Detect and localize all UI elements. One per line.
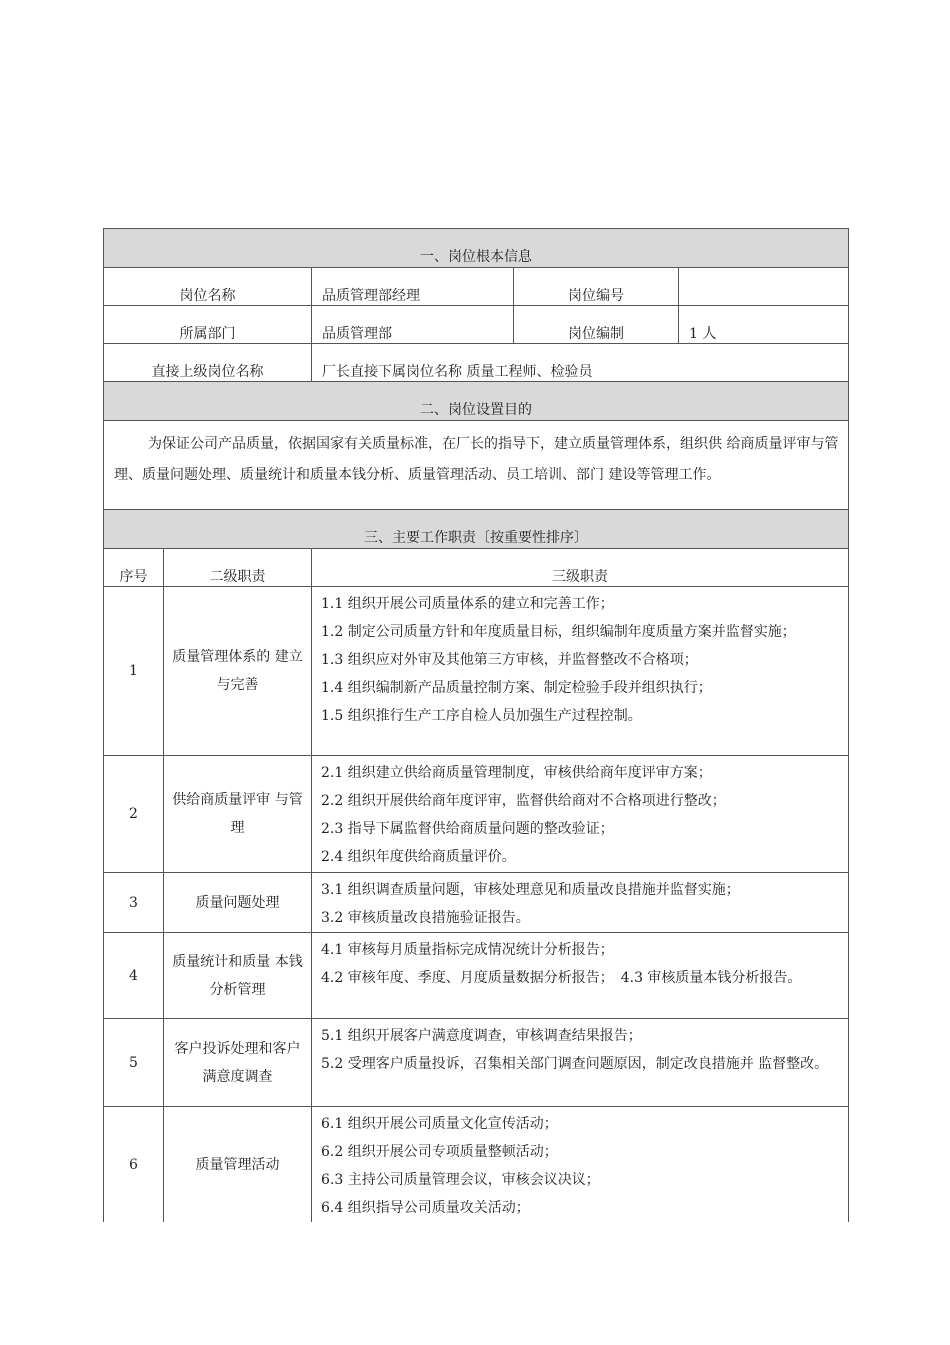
duty-name: 供给商质量评审 与管理 (164, 756, 312, 873)
duty-number: 3 (104, 873, 164, 933)
label-position-name: 岗位名称 (104, 268, 312, 306)
header-no: 序号 (104, 549, 164, 587)
section3-title: 三、主要工作职责〔按重要性排序〕 (104, 510, 849, 549)
duty-row (104, 873, 849, 933)
section1-header-row (104, 229, 849, 268)
duty-number: 5 (104, 1019, 164, 1107)
duty-number: 6 (104, 1107, 164, 1223)
label-position-number: 岗位编号 (514, 268, 679, 306)
duty-items (312, 933, 849, 1019)
duty-name: 质量管理活动 (164, 1107, 312, 1223)
duty-name: 质量问题处理 (164, 873, 312, 933)
basic-info-row (104, 268, 849, 306)
duty-name: 质量管理体系的 建立与完善 (164, 587, 312, 756)
duty-number: 4 (104, 933, 164, 1019)
duty-item: 1.2 制定公司质量方针和年度质量目标，组织编制年度质量方案并监督实施； (321, 624, 796, 640)
duty-row (104, 756, 849, 873)
value-superior: 厂长直接下属岗位名称 质量工程师、检验员 (312, 344, 849, 382)
duty-items (312, 756, 849, 873)
duty-item: 2.3 指导下属监督供给商质量问题的整改验证； (321, 821, 614, 837)
duty-item: 1.1 组织开展公司质量体系的建立和完善工作； (321, 596, 614, 612)
value-position-number (679, 268, 849, 306)
duty-item: 6.3 主持公司质量管理会议，审核会议决议； (321, 1172, 600, 1188)
duty-name: 客户投诉处理和客户满意度调查 (164, 1019, 312, 1107)
duties-column-headers (104, 549, 849, 587)
duty-name: 质量统计和质量 本钱分析管理 (164, 933, 312, 1019)
label-headcount: 岗位编制 (514, 306, 679, 344)
label-superior: 直接上级岗位名称 (104, 344, 312, 382)
duty-items (312, 1019, 849, 1107)
duty-row (104, 1019, 849, 1107)
duty-items (312, 1107, 849, 1223)
duty-row (104, 1107, 849, 1223)
purpose-row (104, 421, 849, 510)
section2-header-row (104, 382, 849, 421)
value-department: 品质管理部 (312, 306, 514, 344)
duty-item: 6.2 组织开展公司专项质量整顿活动； (321, 1144, 558, 1160)
duty-row (104, 933, 849, 1019)
duty-item: 6.1 组织开展公司质量文化宣传活动； (321, 1116, 558, 1132)
duty-item: 5.1 组织开展客户满意度调查，审核调查结果报告； (321, 1028, 642, 1044)
duty-item: 1.3 组织应对外审及其他第三方审核，并监督整改不合格项； (321, 652, 698, 668)
duty-items (312, 587, 849, 756)
superior-row (104, 344, 849, 382)
duty-item: 1.4 组织编制新产品质量控制方案、制定检验手段并组织执行； (321, 680, 712, 696)
duty-item: 2.4 组织年度供给商质量评价。 (321, 849, 516, 865)
duty-item: 6.4 组织指导公司质量攻关活动； (321, 1200, 530, 1216)
duty-item: 3.1 组织调查质量问题，审核处理意见和质量改良措施并监督实施； (321, 882, 740, 898)
value-position-name: 品质管理部经理 (312, 268, 514, 306)
duty-number: 2 (104, 756, 164, 873)
section2-title: 二、岗位设置目的 (104, 382, 849, 421)
header-level3: 三级职责 (312, 549, 849, 587)
duty-item: 1.5 组织推行生产工序自检人员加强生产过程控制。 (321, 708, 642, 724)
duty-item: 4.2 审核年度、季度、月度质量数据分析报告； 4.3 审核质量本钱分析报告。 (321, 970, 802, 986)
duty-item: 5.2 受理客户质量投诉，召集相关部门调查问题原因，制定改良措施并 监督整改。 (321, 1056, 829, 1072)
job-description-document (103, 228, 848, 1222)
duty-item: 3.2 审核质量改良措施验证报告。 (321, 910, 530, 926)
purpose-text: 为保证公司产品质量，依据国家有关质量标准，在厂长的指导下，建立质量管理体系，组织供 给商质量评审与管理、质量问题处理、质量统计和质量本钱分析、质量管理活动、员工培训、部门 建设等管理工作。 (104, 421, 849, 510)
duty-item: 2.2 组织开展供给商年度评审，监督供给商对不合格项进行整改； (321, 793, 726, 809)
duty-row (104, 587, 849, 756)
label-department: 所属部门 (104, 306, 312, 344)
header-level2: 二级职责 (164, 549, 312, 587)
section3-header-row (104, 510, 849, 549)
value-headcount: 1 人 (679, 306, 849, 344)
duty-item: 4.1 审核每月质量指标完成情况统计分析报告； (321, 942, 614, 958)
section1-title: 一、岗位根本信息 (104, 229, 849, 268)
duty-item: 2.1 组织建立供给商质量管理制度，审核供给商年度评审方案； (321, 765, 712, 781)
duty-items (312, 873, 849, 933)
duty-number: 1 (104, 587, 164, 756)
basic-info-row (104, 306, 849, 344)
job-description-table (103, 228, 849, 1222)
